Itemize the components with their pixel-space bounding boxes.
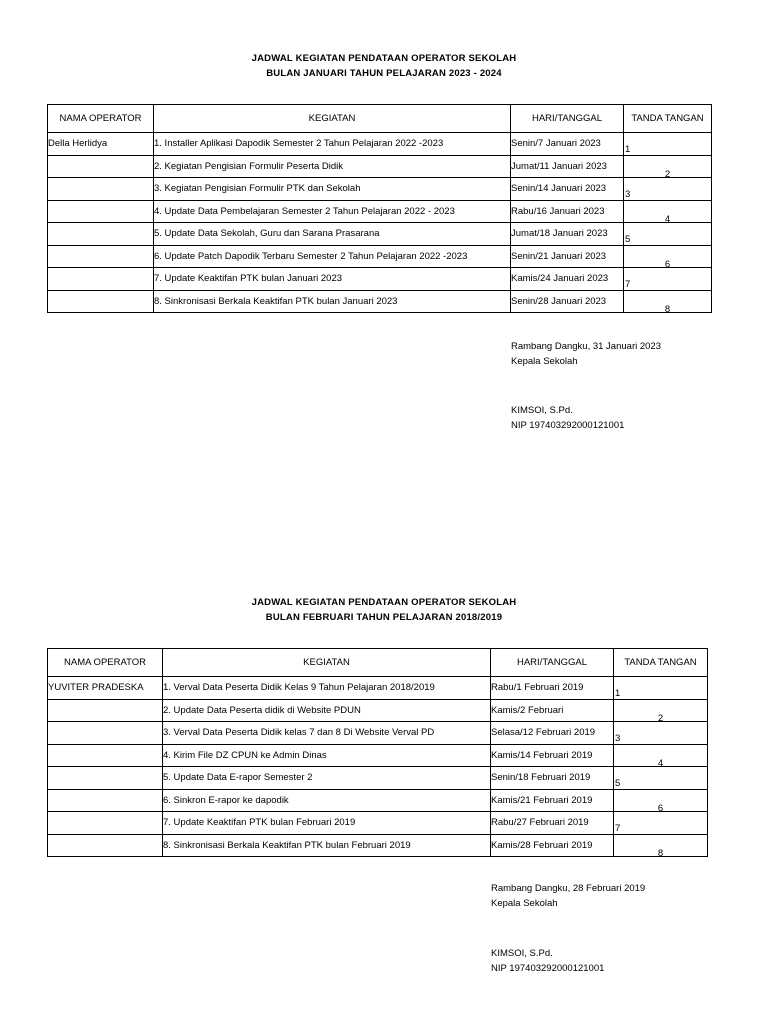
header-date: HARI/TANGGAL	[491, 649, 614, 677]
signature-number: 3	[615, 733, 621, 744]
activity-cell: 8. Sinkronisasi Berkala Keaktifan PTK bulan Januari 2023	[154, 290, 511, 313]
document-title: JADWAL KEGIATAN PENDATAAN OPERATOR SEKOLAH	[251, 53, 517, 64]
signature-number: 3	[625, 189, 631, 200]
document-title: JADWAL KEGIATAN PENDATAAN OPERATOR SEKOLAH	[251, 597, 517, 608]
activity-cell: 4. Update Data Pembelajaran Semester 2 Tahun Pelajaran 2022 - 2023	[154, 200, 511, 223]
table-row	[48, 245, 712, 268]
schedule-table	[47, 104, 712, 313]
signature-cell	[614, 744, 708, 767]
signature-cell	[614, 834, 708, 857]
place-date: Rambang Dangku, 28 Februari 2019	[491, 883, 646, 894]
date-cell: Rabu/27 Februari 2019	[491, 812, 614, 835]
signature-number: 1	[615, 688, 621, 699]
signature-cell	[614, 789, 708, 812]
signature-number: 8	[664, 303, 671, 313]
table-row	[48, 223, 712, 246]
table-row	[48, 767, 708, 790]
activity-cell: 7. Update Keaktifan PTK bulan Januari 2023	[154, 268, 511, 291]
operator-name: YUVITER PRADESKA	[48, 677, 163, 700]
activity-cell: 3. Kegiatan Pengisian Formulir PTK dan Sekolah	[154, 178, 511, 201]
date-cell: Kamis/21 Februari 2019	[491, 789, 614, 812]
signature-number: 7	[625, 279, 631, 290]
activity-cell: 1. Installer Aplikasi Dapodik Semester 2 Tahun Pelajaran 2022 -2023	[154, 133, 511, 156]
position-title: Kepala Sekolah	[491, 898, 558, 909]
signature-number: 8	[657, 847, 664, 857]
position-title: Kepala Sekolah	[511, 356, 578, 367]
principal-name: KIMSOI, S.Pd.	[491, 948, 553, 959]
table-row	[48, 677, 708, 700]
signature-cell	[624, 268, 712, 291]
date-cell: Kamis/14 Februari 2019	[491, 744, 614, 767]
table-header-row	[48, 649, 708, 677]
signature-cell	[614, 767, 708, 790]
principal-block	[511, 403, 624, 433]
operator-name-empty	[48, 155, 154, 178]
document-subtitle: BULAN JANUARI TAHUN PELAJARAN 2023 - 2024	[266, 68, 502, 79]
activity-cell: 4. Kirim File DZ CPUN ke Admin Dinas	[163, 744, 491, 767]
table-row	[48, 133, 712, 156]
activity-cell: 6. Sinkron E-rapor ke dapodik	[163, 789, 491, 812]
signature-number: 6	[657, 802, 664, 812]
operator-name-empty	[48, 178, 154, 201]
date-cell: Rabu/1 Februari 2019	[491, 677, 614, 700]
date-cell: Senin/18 Februari 2019	[491, 767, 614, 790]
date-cell: Senin/14 Januari 2023	[511, 178, 624, 201]
document-subtitle: BULAN FEBRUARI TAHUN PELAJARAN 2018/2019	[265, 612, 503, 623]
place-date-block	[491, 881, 645, 911]
signature-number: 7	[615, 823, 621, 834]
header-operator: NAMA OPERATOR	[48, 649, 163, 677]
signature-number: 5	[625, 234, 631, 245]
operator-name: Della Herlidya	[48, 133, 154, 156]
activity-cell: 2. Kegiatan Pengisian Formulir Peserta Didik	[154, 155, 511, 178]
operator-name-empty	[48, 223, 154, 246]
signature-number: 4	[664, 213, 671, 223]
signature-cell	[624, 178, 712, 201]
schedule-table	[47, 648, 708, 857]
operator-name-empty	[48, 245, 154, 268]
activity-cell: 7. Update Keaktifan PTK bulan Februari 2019	[163, 812, 491, 835]
signature-cell	[614, 722, 708, 745]
date-cell: Senin/21 Januari 2023	[511, 245, 624, 268]
activity-cell: 1. Verval Data Peserta Didik Kelas 9 Tahun Pelajaran 2018/2019	[163, 677, 491, 700]
table-row	[48, 178, 712, 201]
signature-number: 2	[657, 712, 664, 722]
operator-name-empty	[48, 767, 163, 790]
signature-cell	[624, 223, 712, 246]
table-row	[48, 789, 708, 812]
signature-cell	[614, 699, 708, 722]
activity-cell: 5. Update Data Sekolah, Guru dan Sarana Prasarana	[154, 223, 511, 246]
header-date: HARI/TANGGAL	[511, 105, 624, 133]
principal-nip: NIP 197403292000121001	[511, 420, 625, 431]
date-cell: Kamis/2 Februari	[491, 699, 614, 722]
table-row	[48, 744, 708, 767]
date-cell: Kamis/28 Februari 2019	[491, 834, 614, 857]
table-header-row	[48, 105, 712, 133]
operator-name-empty	[48, 812, 163, 835]
date-cell: Senin/7 Januari 2023	[511, 133, 624, 156]
signature-cell	[624, 290, 712, 313]
principal-name: KIMSOI, S.Pd.	[511, 405, 573, 416]
operator-name-empty	[48, 744, 163, 767]
activity-cell: 8. Sinkronisasi Berkala Keaktifan PTK bulan Februari 2019	[163, 834, 491, 857]
activity-cell: 6. Update Patch Dapodik Terbaru Semester 2 Tahun Pelajaran 2022 -2023	[154, 245, 511, 268]
operator-name-empty	[48, 200, 154, 223]
date-cell: Jumat/18 Januari 2023	[511, 223, 624, 246]
signature-cell	[614, 677, 708, 700]
operator-name-empty	[48, 834, 163, 857]
operator-name-empty	[48, 290, 154, 313]
table-row	[48, 722, 708, 745]
table-row	[48, 200, 712, 223]
operator-name-empty	[48, 699, 163, 722]
signature-number: 2	[664, 168, 671, 178]
table-row	[48, 834, 708, 857]
place-date: Rambang Dangku, 31 Januari 2023	[511, 341, 661, 352]
activity-cell: 5. Update Data E-rapor Semester 2	[163, 767, 491, 790]
date-cell: Selasa/12 Februari 2019	[491, 722, 614, 745]
signature-number: 5	[615, 778, 621, 789]
date-cell: Jumat/11 Januari 2023	[511, 155, 624, 178]
table-row	[48, 812, 708, 835]
operator-name-empty	[48, 722, 163, 745]
header-signature: TANDA TANGAN	[614, 649, 708, 677]
signature-cell	[624, 155, 712, 178]
signature-cell	[614, 812, 708, 835]
signature-cell	[624, 245, 712, 268]
signature-cell	[624, 133, 712, 156]
header-activity: KEGIATAN	[154, 105, 511, 133]
header-operator: NAMA OPERATOR	[48, 105, 154, 133]
operator-name-empty	[48, 789, 163, 812]
activity-cell: 2. Update Data Peserta didik di Website PDUN	[163, 699, 491, 722]
date-cell: Kamis/24 Januari 2023	[511, 268, 624, 291]
table-row	[48, 699, 708, 722]
signature-number: 4	[657, 757, 664, 767]
activity-cell: 3. Verval Data Peserta Didik kelas 7 dan 8 Di Website Verval PD	[163, 722, 491, 745]
principal-block	[491, 946, 604, 976]
principal-nip: NIP 197403292000121001	[491, 963, 605, 974]
signature-number: 1	[625, 144, 631, 155]
date-cell: Senin/28 Januari 2023	[511, 290, 624, 313]
date-cell: Rabu/16 Januari 2023	[511, 200, 624, 223]
header-activity: KEGIATAN	[163, 649, 491, 677]
place-date-block	[511, 339, 661, 369]
operator-name-empty	[48, 268, 154, 291]
header-signature: TANDA TANGAN	[624, 105, 712, 133]
signature-number: 6	[664, 258, 671, 268]
table-row	[48, 268, 712, 291]
signature-cell	[624, 200, 712, 223]
table-row	[48, 290, 712, 313]
table-row	[48, 155, 712, 178]
